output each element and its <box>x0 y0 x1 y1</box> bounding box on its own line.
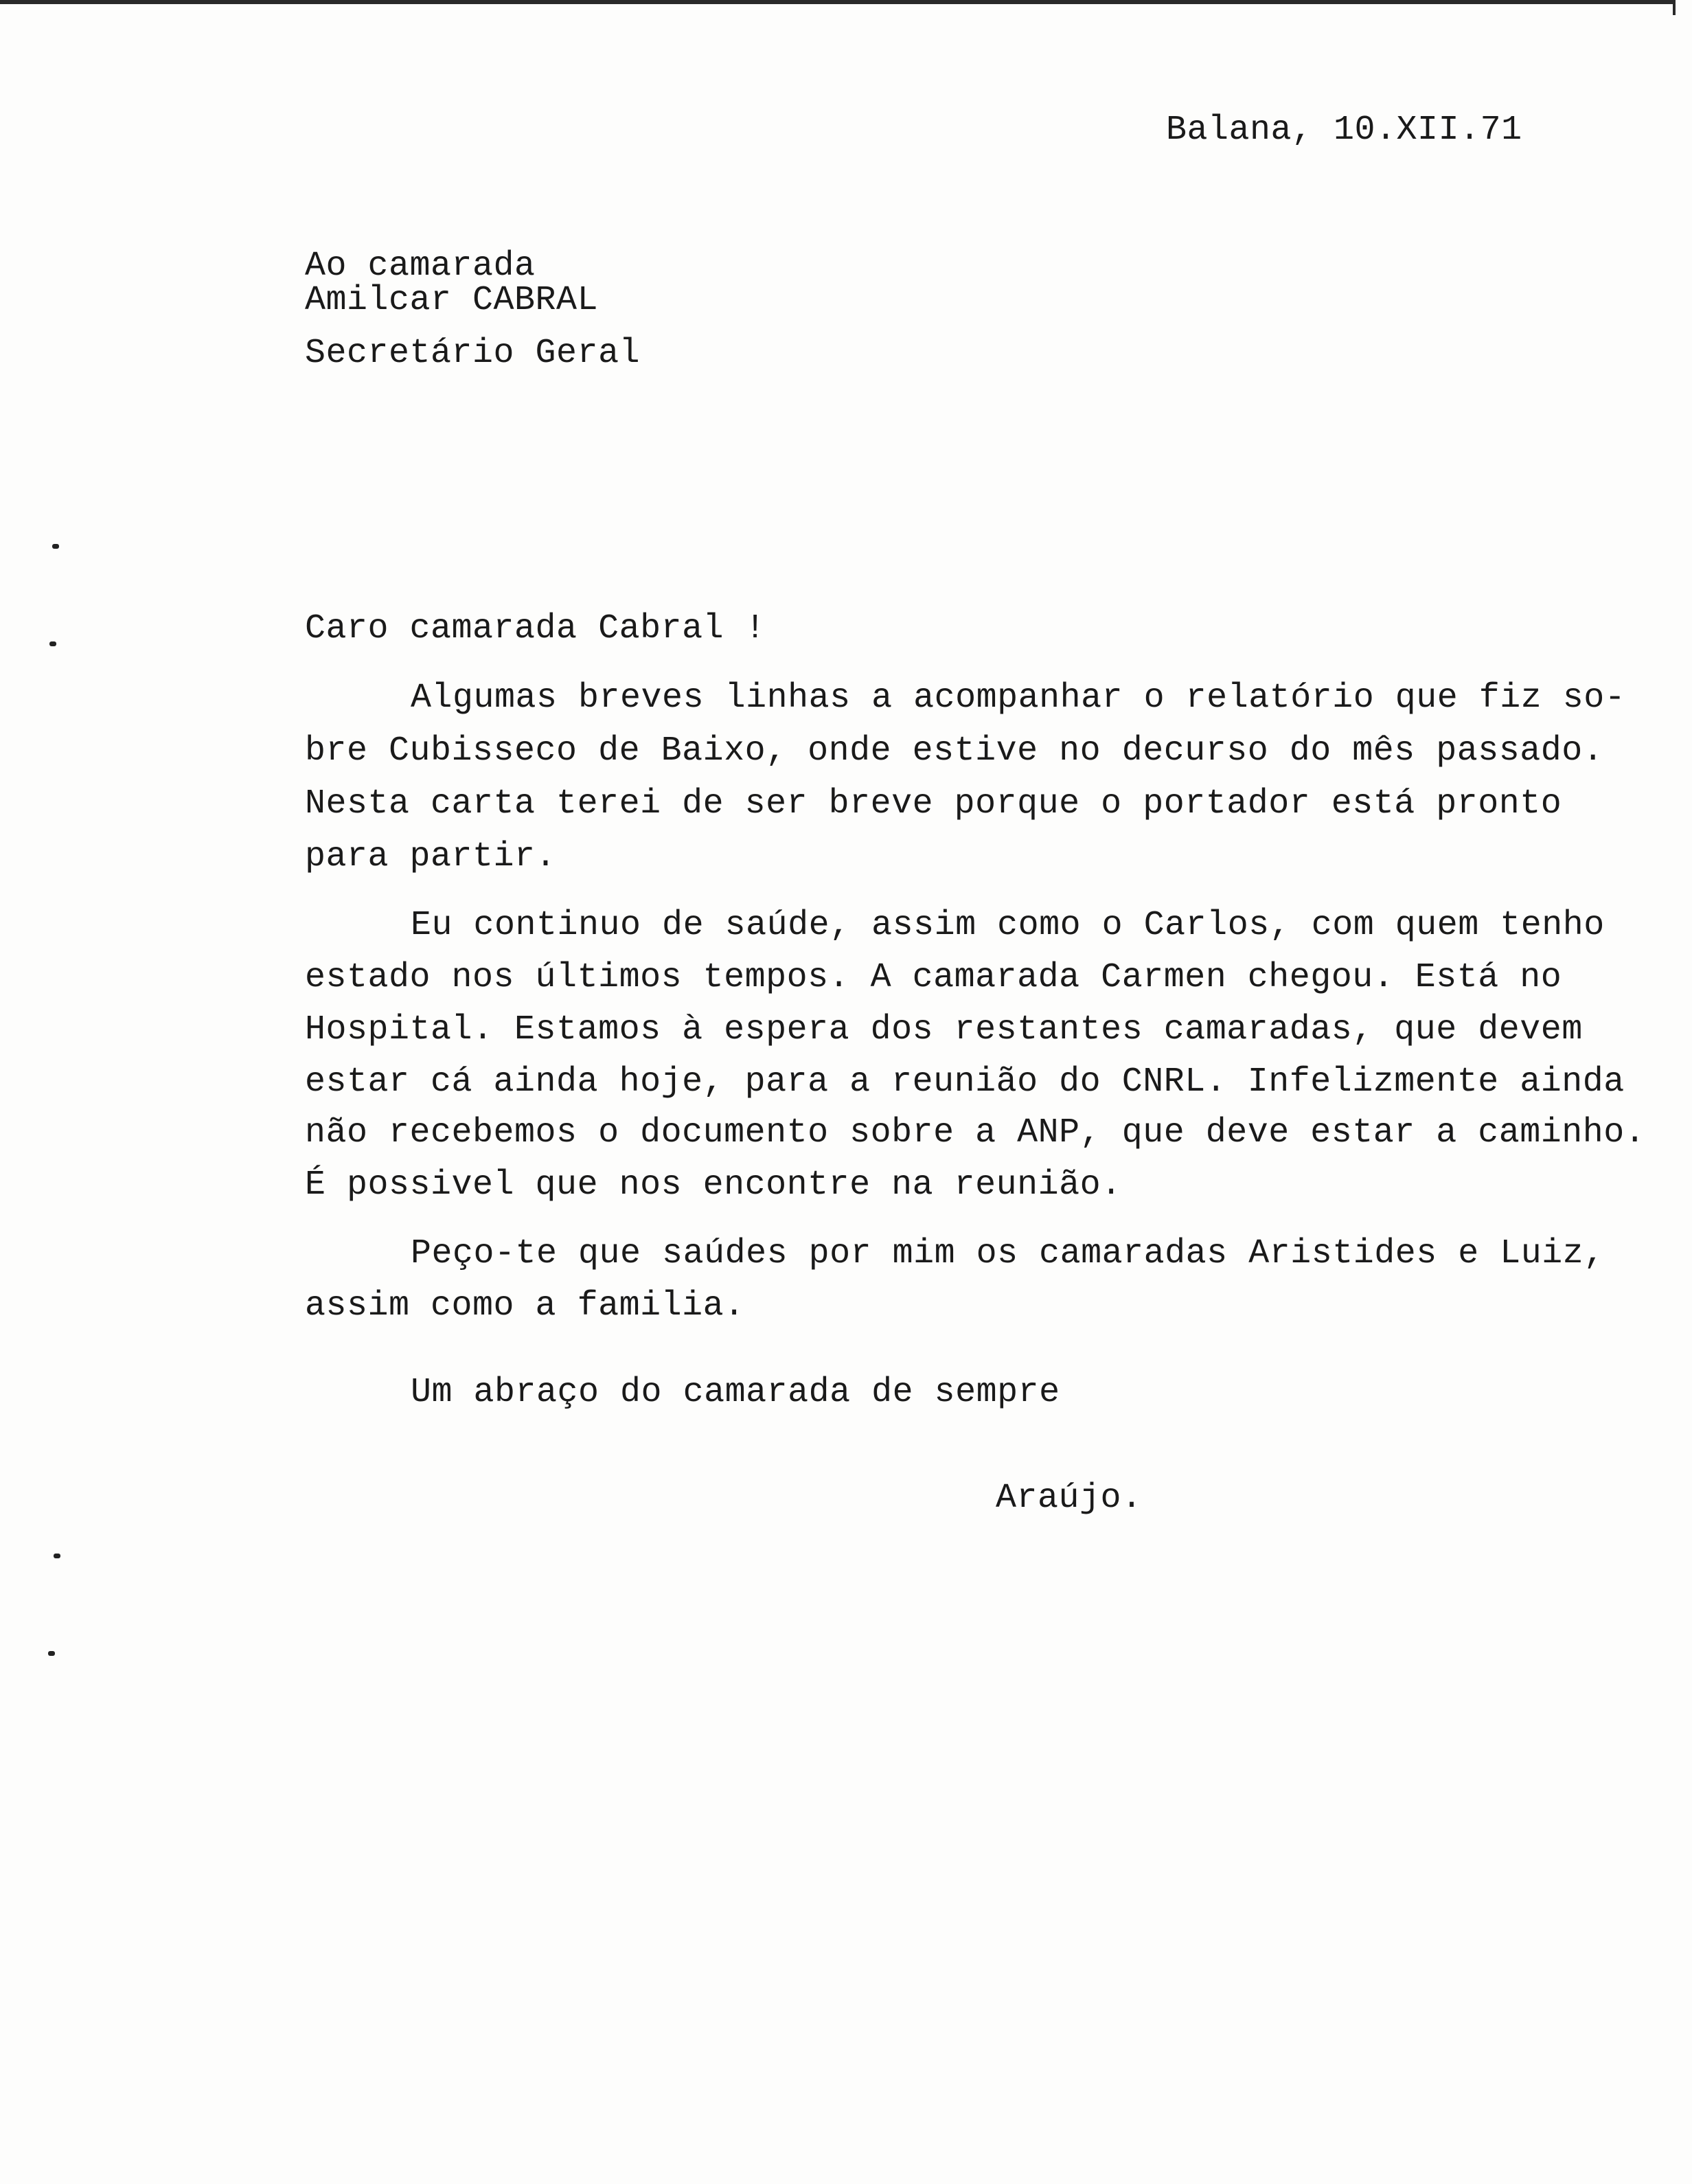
paragraph-2-line: Hospital. Estamos à espera dos restantes camaradas, que devem <box>305 1010 1583 1049</box>
salutation: Caro camarada Cabral ! <box>305 609 766 648</box>
place-date: Balana, 10.XII.71 <box>1166 111 1522 150</box>
paragraph-3-line: Peço-te que saúdes por mim os camaradas Aristides e Luiz, <box>411 1234 1605 1273</box>
margin-speck <box>48 1651 55 1656</box>
paragraph-1-line: para partir. <box>305 837 557 876</box>
paragraph-2-line: É possivel que nos encontre na reunião. <box>305 1165 1122 1205</box>
paragraph-1-line: Nesta carta terei de ser breve porque o portador está pronto <box>305 784 1562 823</box>
top-border <box>0 0 1676 4</box>
recipient-line-1: Ao camarada <box>305 247 536 286</box>
recipient-line-3: Secretário Geral <box>305 334 641 373</box>
paragraph-1-line: bre Cubisseco de Baixo, onde estive no decurso do mês passado. <box>305 731 1604 771</box>
paragraph-2-line: Eu continuo de saúde, assim como o Carlos, com quem tenho <box>411 906 1605 945</box>
signature: Araújo. <box>996 1479 1143 1518</box>
paragraph-2-line: não recebemos o documento sobre a ANP, que deve estar a caminho. <box>305 1113 1646 1152</box>
top-border-corner <box>1673 0 1676 15</box>
margin-speck <box>52 544 59 549</box>
margin-speck <box>49 641 56 646</box>
paragraph-2-line: estado nos últimos tempos. A camarada Carmen chegou. Está no <box>305 958 1562 997</box>
recipient-line-2: Amilcar CABRAL <box>305 281 599 320</box>
paragraph-2-line: estar cá ainda hoje, para a reunião do CNRL. Infelizmente ainda <box>305 1062 1625 1102</box>
paragraph-1-line: Algumas breves linhas a acompanhar o relatório que fiz so- <box>411 679 1626 718</box>
closing: Um abraço do camarada de sempre <box>411 1373 1060 1412</box>
paragraph-3-line: assim como a familia. <box>305 1286 745 1326</box>
margin-speck <box>54 1554 60 1558</box>
